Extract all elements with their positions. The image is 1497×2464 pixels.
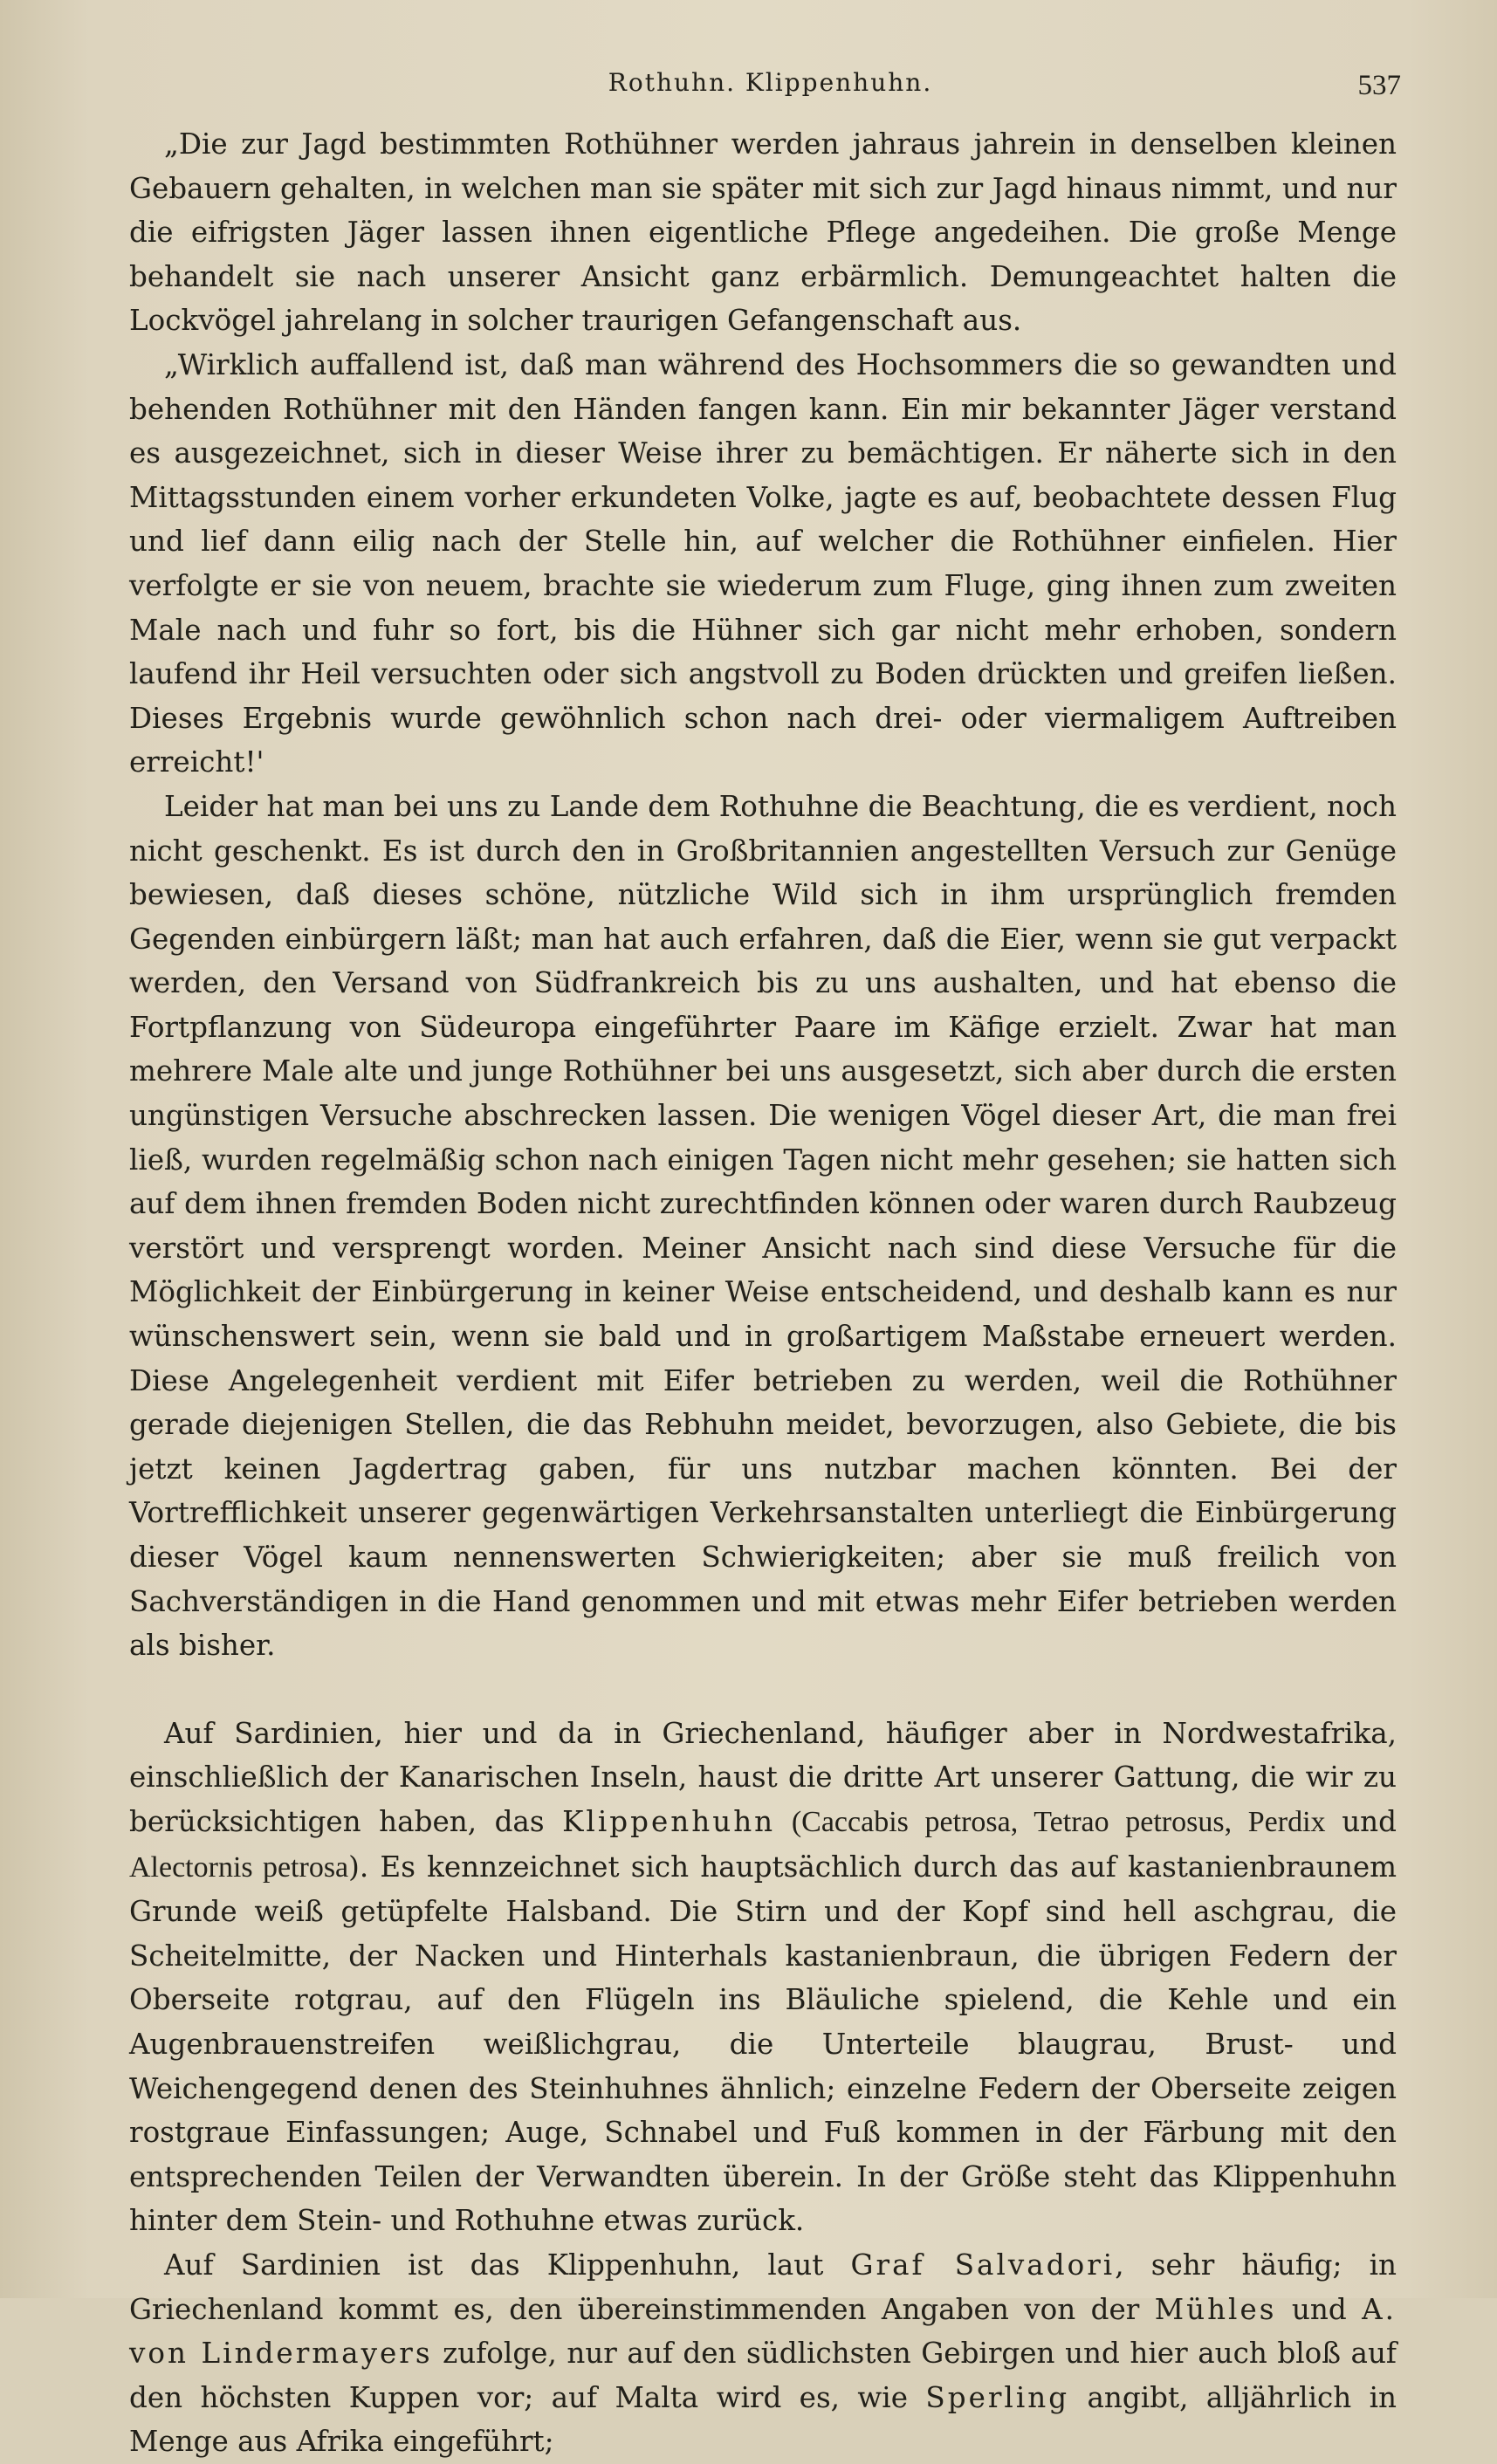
- text-run: Auf Sardinien, hier und da in Griechenland, häufiger aber in Nordwestafrika, einschließlich der Kanarischen Inseln, haust die dritte Art unserer Gattung, die wir zu berücksichtigen haben, das: [129, 1716, 1397, 1838]
- text-run: und: [1342, 1804, 1397, 1838]
- page-number: 537: [1357, 70, 1401, 101]
- text-run: ). Es kennzeichnet sich hauptsächlich durch das auf kastanienbraunem Grunde weiß getüpfelte Halsband. Die Stirn und der Kopf sind hell aschgrau, die Scheitelmitte, der Nacken und Hinterhals kastanienbraun, die übrigen Federn der Oberseite rotgrau, auf den Flügeln ins Bläuliche spielend, die Kehle und ein Augenbrauenstreifen weißlichgrau, die Unterteile blaugrau, Brust- und Weichengegend denen des Steinhuhnes ähnlich; einzelne Federn der Oberseite zeigen rostgraue Einfassungen; Auge, Schnabel und Fuß kommen in der Färbung mit den entsprechenden Teilen der Verwandten überein. In der Größe steht das Klippenhuhn hinter dem Stein- und Rothuhne etwas zurück.: [129, 1850, 1397, 2238]
- latin-names-close: Alectornis petrosa: [129, 1850, 349, 1884]
- paragraph-naturalisation: Leider hat man bei uns zu Lande dem Rothuhne die Beachtung, die es verdient, noch nicht geschenkt. Es ist durch den in Großbritannien angestellten Versuch zur Genüge bewiesen, daß dieses schöne, nützliche Wild sich in ihm ursprünglich fremden Gegenden einbürgern läßt; man hat auch erfahren, daß die Eier, wenn sie gut verpackt werden, den Versand von Südfrankreich bis zu uns aushalten, und hat ebenso die Fortpflanzung von Südeuropa eingeführter Paare im Käfige erzielt. Zwar hat man mehrere Male alte und junge Rothühner bei uns ausgesetzt, sich aber durch die ersten ungünstigen Versuche abschrecken lassen. Die wenigen Vögel dieser Art, die man frei ließ, wurden regelmäßig schon nach einigen Tagen nicht mehr gesehen; sie hatten sich auf dem ihnen fremden Boden nicht zurechtfinden können oder waren durch Raubzeug verstört und versprengt worden. Meiner Ansicht nach sind diese Versuche für die Möglichkeit der Einbürgerung in keiner Weise entscheidend, und deshalb kann es nur wünschenswert sein, wenn sie bald und in großartigem Maßstabe erneuert werden. Diese Angelegenheit verdient mit Eifer betrieben zu werden, weil die Rothühner gerade diejenigen Stellen, die das Rebhuhn meidet, bevorzugen, also Gebiete, die bis jetzt keinen Jagdertrag gaben, für uns nutzbar machen könnten. Bei der Vortrefflichkeit unserer gegenwärtigen Verkehrsanstalten unterliegt die Einbürgerung dieser Vögel kaum nennenswerten Schwierigkeiten; aber sie muß freilich von Sachverständigen in die Hand genommen und mit etwas mehr Eifer betrieben werden als bisher.: [129, 789, 1397, 1663]
- species-name: Klippenhuhn: [562, 1804, 776, 1838]
- text-run: , sehr häufig; in Griechenland kommt es, den übereinstimmenden Angaben von der: [129, 2248, 1397, 2326]
- paragraph-klippenhuhn-distribution: [129, 2243, 1397, 2464]
- paragraph-klippenhuhn-description: [129, 1712, 1397, 2243]
- text-run: angibt, alljährlich in Menge aus Afrika eingeführt;: [129, 2380, 1397, 2459]
- text-run: zufolge, nur auf den südlichsten Gebirgen und hier auch bloß auf den höchsten Kuppen vor; auf Malta wird es, wie: [129, 2337, 1397, 2414]
- text-run: und: [1276, 2292, 1363, 2326]
- text-run: Auf Sardinien ist das Klippenhuhn, laut: [164, 2248, 851, 2282]
- author-name: Mühles: [1154, 2292, 1277, 2326]
- paragraph-quote-hand-catching: „Wirklich auffallend ist, daß man während des Hochsommers die so gewandten und behenden Rothühner mit den Händen fangen kann. Ein mir bekannter Jäger verstand es ausgezeichnet, sich in dieser Weise ihrer zu bemächtigen. Er näherte sich in den Mittagsstunden einem vorher erkundeten Volke, jagte es auf, beobachtete dessen Flug und lief dann eilig nach der Stelle hin, auf welcher die Rothühner einfielen. Hier verfolgte er sie von neuem, brachte sie wiederum zum Fluge, ging ihnen zum zweiten Male nach und fuhr so fort, bis die Hühner sich gar nicht mehr erhoben, sondern laufend ihr Heil versuchten oder sich angstvoll zu Boden drückten und greifen ließen. Dieses Ergebnis wurde gewöhnlich schon nach drei- oder viermaligem Auftreiben erreicht!': [129, 347, 1397, 779]
- running-title: Rothuhn. Klippenhuhn.: [608, 68, 933, 97]
- paragraph-quote-captivity: „Die zur Jagd bestimmten Rothühner werden jahraus jahrein in denselben kleinen Gebauern gehalten, in welchen man sie später mit sich zur Jagd hinaus nimmt, und nur die eifrigsten Jäger lassen ihnen eigentliche Pflege angedeihen. Die große Menge behandelt sie nach unserer Ansicht ganz erbärmlich. Demungeachtet halten die Lockvögel jahrelang in solcher traurigen Gefangenschaft aus.: [129, 127, 1397, 338]
- running-head: [140, 61, 1401, 113]
- body-text: [129, 122, 1397, 2464]
- author-name: A. von Lindermayers: [129, 2292, 1397, 2371]
- author-name: Sperling: [925, 2380, 1070, 2414]
- author-name: Graf Salvadori: [850, 2248, 1116, 2282]
- latin-names-open: (Caccabis petrosa, Tetrao petrosus, Perdix: [775, 1805, 1342, 1838]
